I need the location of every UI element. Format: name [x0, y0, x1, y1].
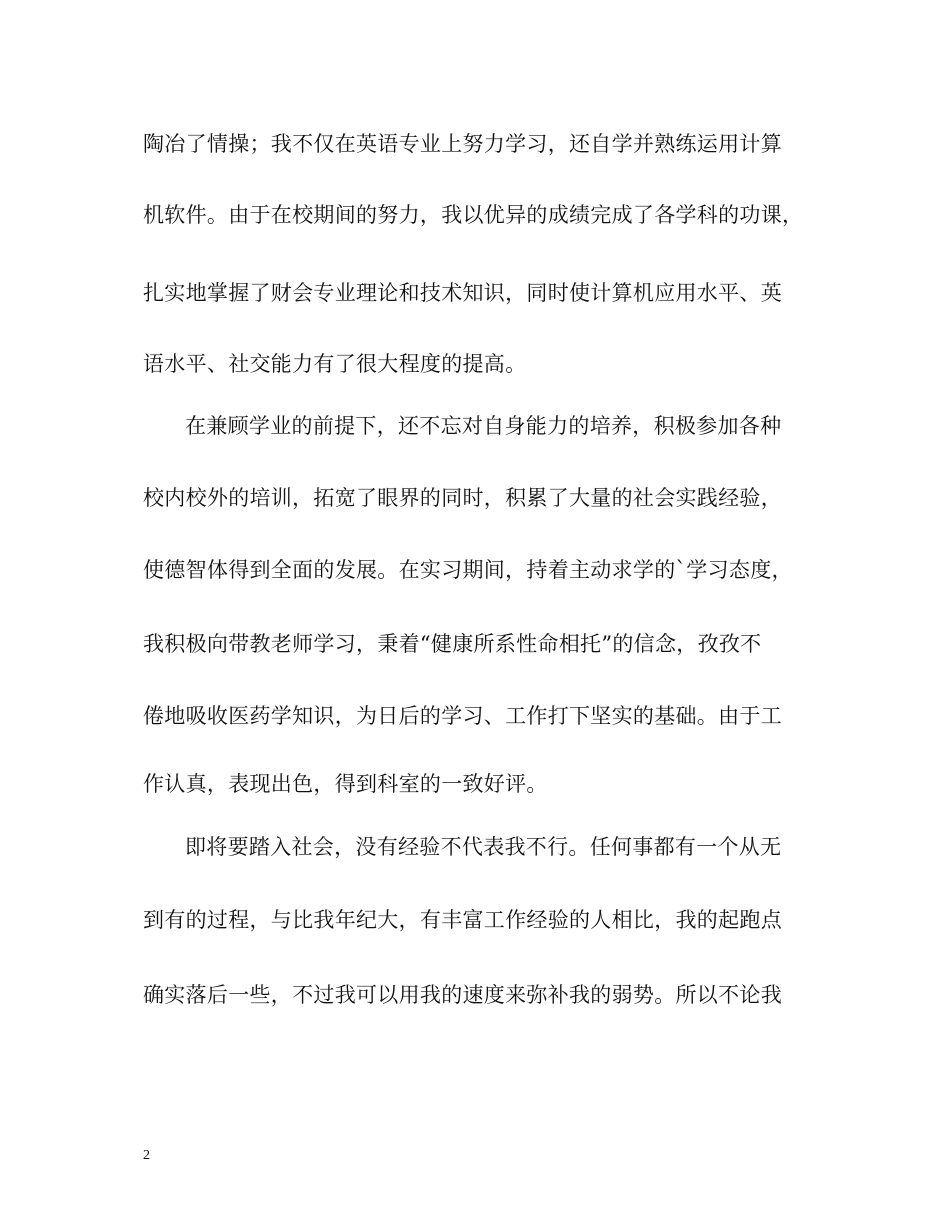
paragraph-2-line-2: 校内校外的培训，拓宽了眼界的同时，积累了大量的社会实践经验， [143, 486, 782, 510]
text-line-4: 语水平、社交能力有了很大程度的提高。 [143, 352, 527, 376]
paragraph-2-line-5: 倦地吸收医药学知识，为日后的学习、工作打下坚实的基础。由于工 [143, 704, 782, 728]
paragraph-2-line-4: 我积极向带教老师学习，秉着“健康所系性命相托”的信念，孜孜不 [143, 632, 762, 656]
paragraph-2-line-3: 使德智体得到全面的发展。在实习期间，持着主动求学的`学习态度， [143, 558, 793, 582]
paragraph-3-line-1: 即将要踏入社会，没有经验不代表我不行。任何事都有一个从无 [185, 835, 782, 859]
text-line-3: 扎实地掌握了财会专业理论和技术知识，同时使计算机应用水平、英 [143, 281, 782, 305]
text-line-2: 机软件。由于在校期间的努力，我以优异的成绩完成了各学科的功课， [143, 203, 804, 227]
page-number: 2 [143, 1148, 150, 1163]
paragraph-3-line-2: 到有的过程，与比我年纪大，有丰富工作经验的人相比，我的起跑点 [143, 908, 782, 932]
paragraph-2-line-6: 作认真，表现出色，得到科室的一致好评。 [143, 772, 548, 796]
paragraph-3-line-3: 确实落后一些，不过我可以用我的速度来弥补我的弱势。所以不论我 [143, 983, 782, 1007]
text-line-1: 陶冶了情操；我不仅在英语专业上努力学习，还自学并熟练运用计算 [143, 132, 782, 156]
paragraph-2-line-1: 在兼顾学业的前提下，还不忘对自身能力的培养，积极参加各种 [185, 414, 782, 438]
